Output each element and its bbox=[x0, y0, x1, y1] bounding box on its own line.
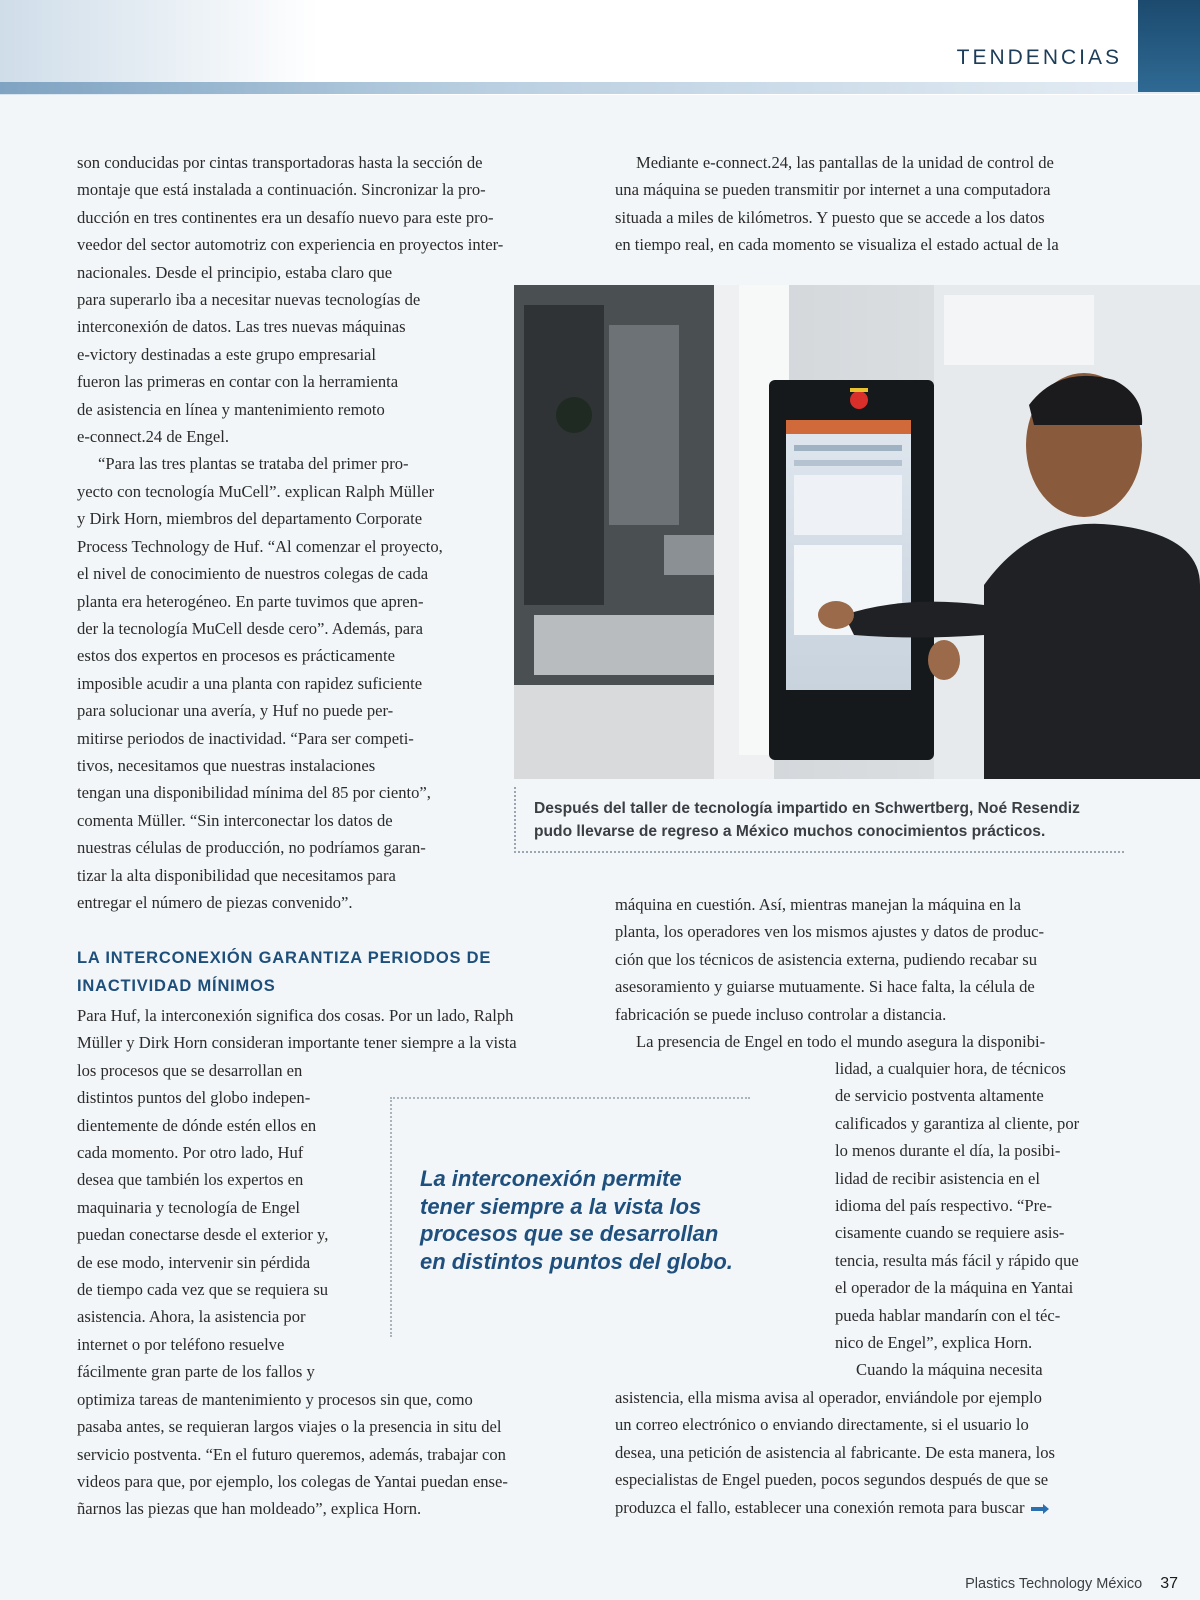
text-line: para superarlo iba a necesitar nuevas tecnologías de bbox=[77, 290, 421, 310]
text-line: máquina en cuestión. Así, mientras manejan la máquina en la bbox=[615, 895, 1021, 914]
column-1-top-text bbox=[77, 149, 577, 916]
text-line: lidad, a cualquier hora, de técnicos bbox=[835, 1059, 1066, 1078]
text-line: ducción en tres continentes era un desafío nuevo para este pro- bbox=[77, 207, 494, 227]
text-line: desea que también los expertos en bbox=[77, 1170, 304, 1190]
pull-quote bbox=[390, 1097, 750, 1337]
text-line: el operador de la máquina en Yantai bbox=[835, 1278, 1074, 1298]
column-2-mid-text bbox=[615, 891, 1135, 1055]
text-line: cada momento. Por otro lado, Huf bbox=[77, 1143, 304, 1163]
text-line: e-connect.24 de Engel. bbox=[77, 427, 230, 447]
column-2-bottom-text bbox=[615, 1384, 1145, 1521]
text-line: una máquina se pueden transmitir por internet a una computadora bbox=[615, 180, 1051, 200]
text-line: Cuando la máquina necesita bbox=[856, 1360, 1043, 1380]
text-line: entregar el número de piezas convenido”. bbox=[77, 892, 353, 912]
text-line: y Dirk Horn, miembros del departamento Corporate bbox=[77, 509, 423, 529]
text-line: dientemente de dónde estén ellos en bbox=[77, 1115, 317, 1135]
text-line: calificados y garantiza al cliente, por bbox=[835, 1113, 1080, 1133]
text-line: tengan una disponibilidad mínima del 85 por ciento”, bbox=[77, 783, 431, 803]
pull-quote-line: La interconexión permite bbox=[420, 1166, 682, 1191]
subheading-line: LA INTERCONEXIÓN GARANTIZA PERIODOS DE bbox=[77, 949, 492, 967]
text-line: montaje que está instalada a continuación. Sincronizar la pro- bbox=[77, 180, 486, 200]
pull-quote-line: en distintos puntos del globo. bbox=[420, 1248, 733, 1274]
text-line: distintos puntos del globo indepen- bbox=[77, 1088, 311, 1108]
text-line: veedor del sector automotriz con experiencia en proyectos inter- bbox=[77, 235, 504, 255]
publication-name: Plastics Technology México bbox=[965, 1576, 1143, 1592]
text-line: situada a miles de kilómetros. Y puesto que se accede a los datos bbox=[615, 207, 1045, 227]
text-line-content: produzca el fallo, establecer una conexión remota para buscar bbox=[615, 1497, 1025, 1517]
text-line: de servicio postventa altamente bbox=[835, 1086, 1044, 1106]
text-line bbox=[615, 1494, 1145, 1521]
page-number: 37 bbox=[1160, 1575, 1178, 1592]
text-line: de tiempo cada vez que se requiera su bbox=[77, 1280, 329, 1300]
text-line: el nivel de conocimiento de nuestros colegas de cada bbox=[77, 564, 429, 584]
text-line: idioma del país respectivo. “Pre- bbox=[835, 1196, 1053, 1216]
text-line: fácilmente gran parte de los fallos y bbox=[77, 1362, 315, 1382]
text-line: de ese modo, intervenir sin pérdida bbox=[77, 1252, 311, 1272]
text-line: comenta Müller. “Sin interconectar los datos de bbox=[77, 810, 393, 830]
text-line: nacionales. Desde el principio, estaba claro que bbox=[77, 262, 393, 282]
pull-quote-line: procesos que se desarrollan bbox=[420, 1221, 719, 1246]
caption-line: pudo llevarse de regreso a México muchos conocimientos prácticos. bbox=[534, 823, 1046, 840]
text-line: Mediante e-connect.24, las pantallas de la unidad de control de bbox=[636, 153, 1054, 172]
text-line: cisamente cuando se requiere asis- bbox=[835, 1223, 1065, 1243]
text-line: planta, los operadores ven los mismos ajustes y datos de produc- bbox=[615, 922, 1045, 942]
text-line: maquinaria y tecnología de Engel bbox=[77, 1197, 301, 1217]
text-line: pueda hablar mandarín con el téc- bbox=[835, 1305, 1061, 1325]
text-line: fabricación se puede incluso controlar a distancia. bbox=[615, 1004, 947, 1024]
header-stripe bbox=[0, 82, 1200, 94]
text-line: de asistencia en línea y mantenimiento remoto bbox=[77, 399, 385, 419]
text-line: tivos, necesitamos que nuestras instalaciones bbox=[77, 755, 376, 775]
section-subheading bbox=[77, 945, 547, 1000]
pull-quote-text bbox=[420, 1165, 760, 1275]
text-line: interconexión de datos. Las tres nuevas máquinas bbox=[77, 317, 406, 337]
page-footer bbox=[965, 1575, 1178, 1593]
text-line: yecto con tecnología MuCell”. explican Ralph Müller bbox=[77, 481, 435, 501]
header-edge bbox=[1138, 0, 1200, 92]
continue-arrow-icon bbox=[1031, 1504, 1049, 1514]
text-line: asistencia. Ahora, la asistencia por bbox=[77, 1307, 306, 1327]
pull-quote-line: tener siempre a la vista los bbox=[420, 1193, 702, 1219]
text-line: servicio postventa. “En el futuro queremos, además, trabajar con bbox=[77, 1444, 506, 1464]
page-header bbox=[0, 0, 1200, 95]
text-line: lidad de recibir asistencia en el bbox=[835, 1168, 1041, 1188]
column-2-top-text bbox=[615, 149, 1135, 259]
text-line: tencia, resulta más fácil y rápido que bbox=[835, 1250, 1079, 1270]
text-line: der la tecnología MuCell desde cero”. Además, para bbox=[77, 618, 424, 638]
text-line: La presencia de Engel en todo el mundo asegura la disponibi- bbox=[636, 1032, 1046, 1052]
text-line: nico de Engel”, explica Horn. bbox=[835, 1333, 1033, 1353]
text-line: planta era heterogéneo. En parte tuvimos que apren- bbox=[77, 591, 424, 611]
text-line: ñarnos las piezas que han moldeado”, explica Horn. bbox=[77, 1499, 422, 1519]
text-line: nuestras células de producción, no podríamos garan- bbox=[77, 838, 426, 858]
text-line: un correo electrónico o enviando directamente, si el usuario lo bbox=[615, 1415, 1029, 1435]
text-line: puedan conectarse desde el exterior y, bbox=[77, 1225, 329, 1245]
text-line: son conducidas por cintas transportadoras hasta la sección de bbox=[77, 153, 483, 172]
text-line: optimiza tareas de mantenimiento y procesos sin que, como bbox=[77, 1389, 473, 1409]
text-line: desea, una petición de asistencia al fabricante. De esta manera, los bbox=[615, 1442, 1055, 1462]
text-line: Process Technology de Huf. “Al comenzar el proyecto, bbox=[77, 536, 443, 556]
subheading-line: INACTIVIDAD MÍNIMOS bbox=[77, 976, 276, 995]
text-line: lo menos durante el día, la posibi- bbox=[835, 1141, 1061, 1161]
text-line: Müller y Dirk Horn consideran importante tener siempre a la vista bbox=[77, 1033, 517, 1053]
photo-illustration bbox=[514, 285, 1200, 779]
text-line: ción que los técnicos de asistencia externa, pudiendo recabar su bbox=[615, 949, 1038, 969]
text-line: estos dos expertos en procesos es prácticamente bbox=[77, 646, 395, 666]
text-line: asesoramiento y guiarse mutuamente. Si hace falta, la célula de bbox=[615, 977, 1035, 997]
text-line: los procesos que se desarrollan en bbox=[77, 1060, 303, 1080]
text-line: internet o por teléfono resuelve bbox=[77, 1334, 285, 1354]
text-line: videos para que, por ejemplo, los colegas de Yantai puedan ense- bbox=[77, 1471, 508, 1491]
text-line: imposible acudir a una planta con rapidez suficiente bbox=[77, 673, 423, 693]
text-line: asistencia, ella misma avisa al operador, enviándole por ejemplo bbox=[615, 1388, 1042, 1407]
text-line: mitirse periodos de inactividad. “Para ser competi- bbox=[77, 728, 414, 748]
text-line: en tiempo real, en cada momento se visualiza el estado actual de la bbox=[615, 235, 1059, 255]
text-line: tizar la alta disponibilidad que necesitamos para bbox=[77, 865, 396, 885]
photo-caption bbox=[514, 787, 1124, 853]
text-line: fueron las primeras en contar con la herramienta bbox=[77, 372, 399, 392]
section-tag: TENDENCIAS bbox=[956, 46, 1122, 69]
text-line: “Para las tres plantas se trataba del primer pro- bbox=[98, 454, 409, 474]
caption-line: Después del taller de tecnología impartido en Schwertberg, Noé Resendiz bbox=[534, 800, 1080, 817]
text-line: pasaba antes, se requieran largos viajes o la presencia in situ del bbox=[77, 1417, 502, 1437]
text-line: especialistas de Engel pueden, pocos segundos después de que se bbox=[615, 1470, 1049, 1490]
article-photo bbox=[514, 285, 1200, 779]
text-line: para solucionar una avería, y Huf no puede per- bbox=[77, 701, 394, 721]
column-2-narrow-text bbox=[835, 1055, 1135, 1384]
text-line: e-victory destinadas a este grupo empresarial bbox=[77, 344, 377, 364]
text-line: Para Huf, la interconexión significa dos cosas. Por un lado, Ralph bbox=[77, 1006, 514, 1025]
